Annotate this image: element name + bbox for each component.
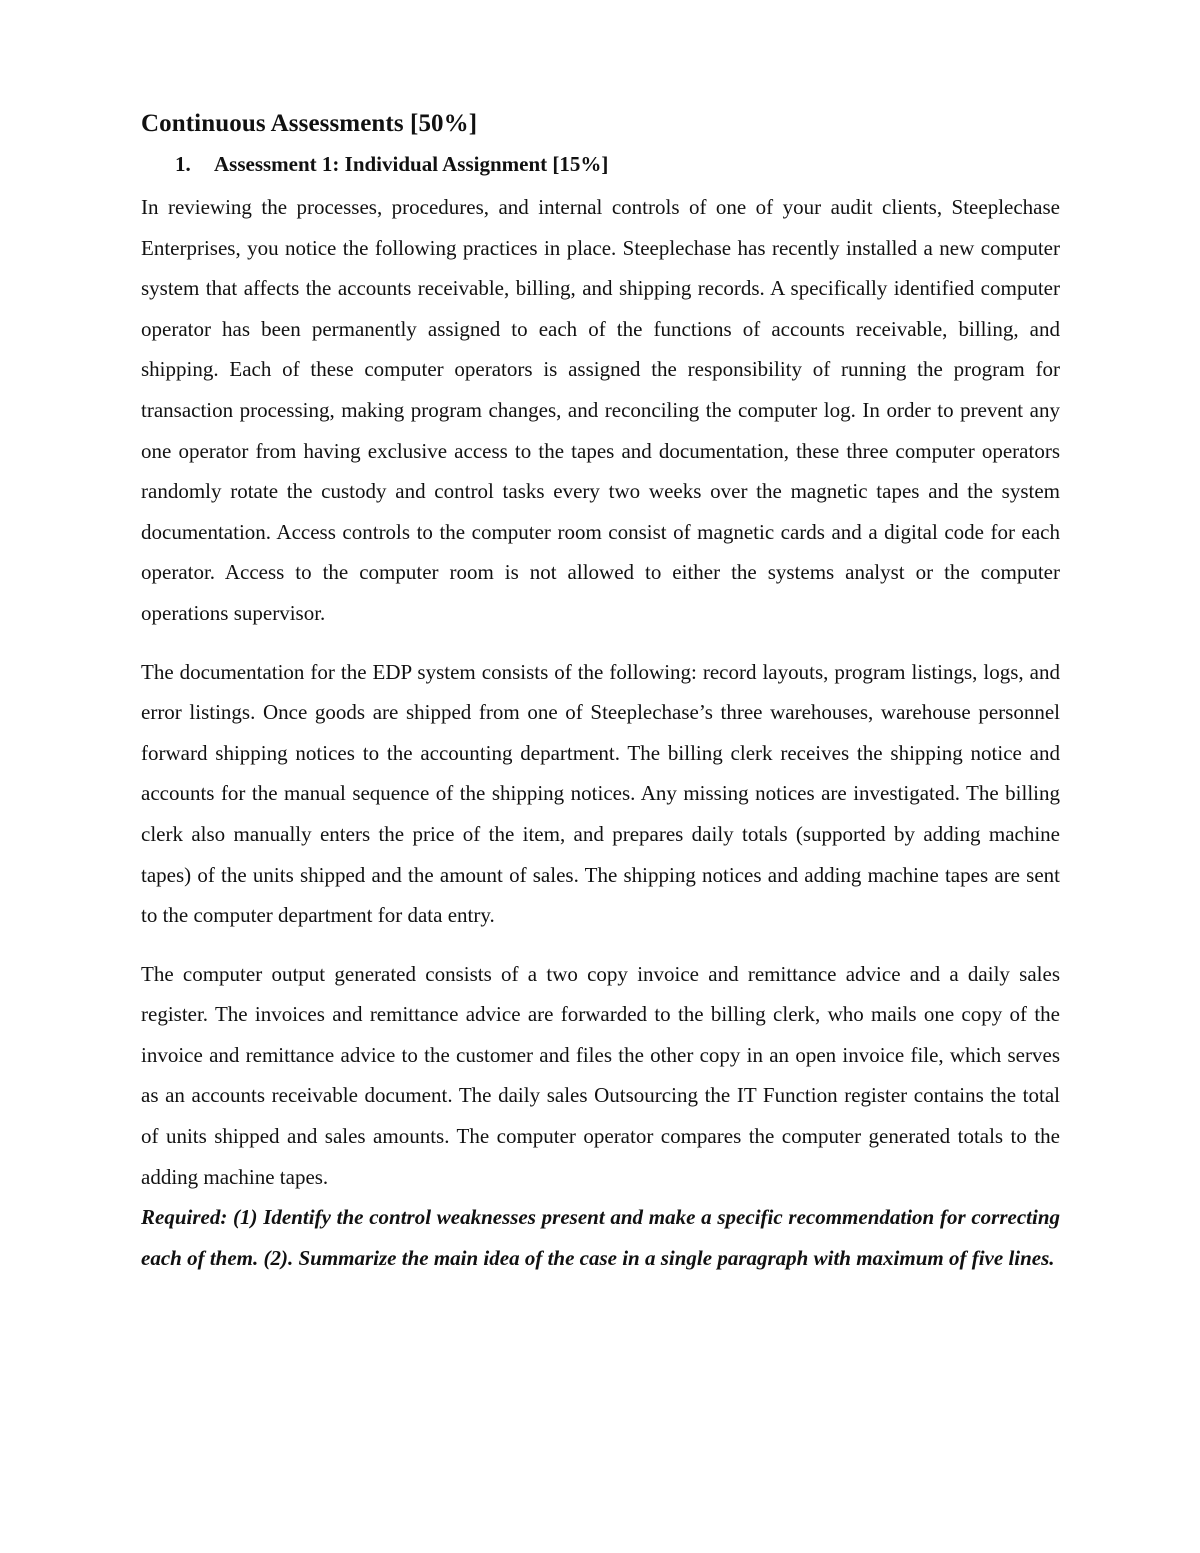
assessment-heading [141,144,1060,184]
body-paragraph-1: In reviewing the processes, procedures, and internal controls of one of your audit clients, Steeplechase Enterprises, you notice the following practices in place. Steeplechase has recently installed a new computer system that affects the accounts receivable, billing, and shipping records. A specifically identified computer operator has been permanently assigned to each of the functions of accounts receivable, billing, and shipping. Each of these computer operators is assigned the responsibility of running the program for transaction processing, making program changes, and reconciling the computer log. In order to prevent any one operator from having exclusive access to the tapes and documentation, these three computer operators randomly rotate the custody and control tasks every two weeks over the magnetic tapes and the system documentation. Access controls to the computer room consist of magnetic cards and a digital code for each operator. Access to the computer room is not allowed to either the systems analyst or the computer operations supervisor. [141,195,1060,625]
assessment-heading-text: Assessment 1: Individual Assignment [15%] [214,152,609,176]
body-paragraph-3: The computer output generated consists of a two copy invoice and remittance advice and a daily sales register. The invoices and remittance advice are forwarded to the billing clerk, who mails one copy of the invoice and remittance advice to the customer and files the other copy in an open invoice file, which serves as an accounts receivable document. The daily sales Outsourcing the IT Function register contains the total of units shipped and sales amounts. The computer operator compares the computer generated totals to the adding machine tapes. [141,961,1060,1189]
document-title: Continuous Assessments [50%] [141,110,478,137]
body-paragraph-2: The documentation for the EDP system consists of the following: record layouts, program listings, logs, and error listings. Once goods are shipped from one of Steeplechase’s three warehouses, warehouse personnel forward shipping notices to the accounting department. The billing clerk receives the shipping notice and accounts for the manual sequence of the shipping notices. Any missing notices are investigated. The billing clerk also manually enters the price of the item, and prepares daily totals (supported by adding machine tapes) of the units shipped and the amount of sales. The shipping notices and adding machine tapes are sent to the computer department for data entry. [141,659,1060,928]
document-page [141,104,1060,1278]
required-instructions: Required: (1) Identify the control weaknesses present and make a specific recommendation for correcting each of them. (2). Summarize the main idea of the case in a single paragraph with maximum of five lines. [141,1205,1060,1270]
assessment-number: 1. [175,152,191,176]
